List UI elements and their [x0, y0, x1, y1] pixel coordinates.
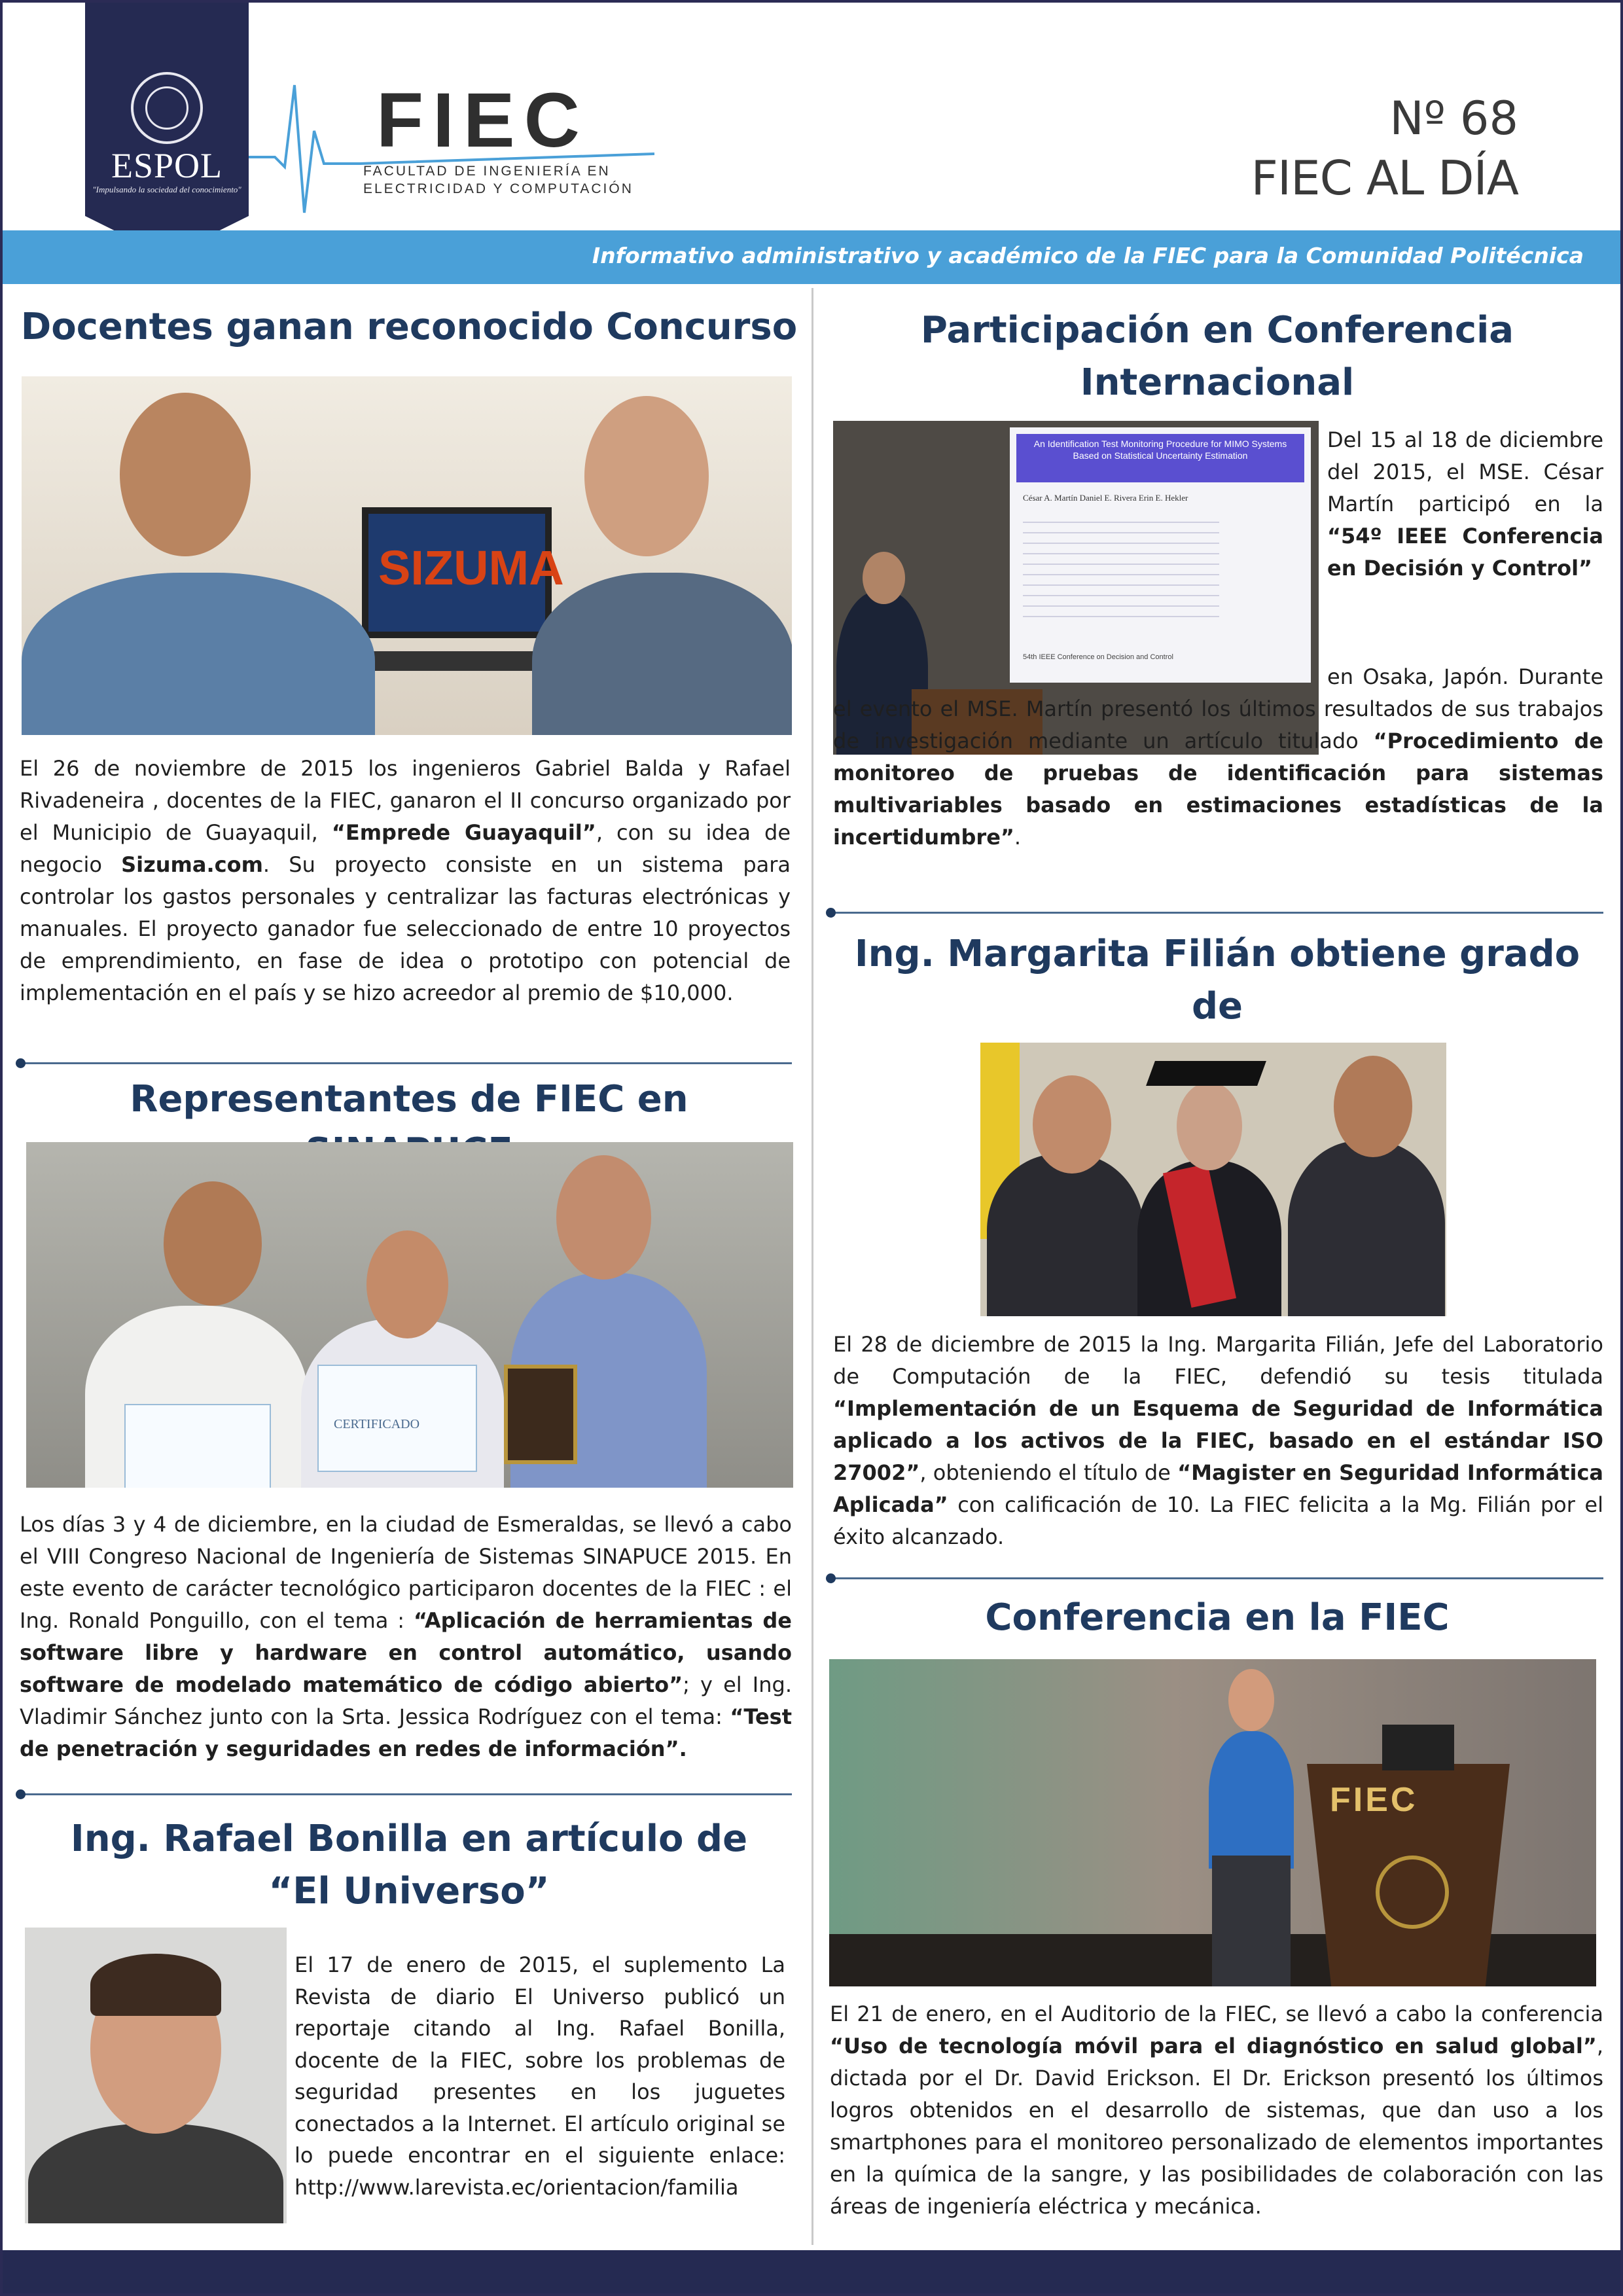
article-body-conferencia-fiec: El 21 de enero, en el Auditorio de la FIEC, se llevó a cabo la conferencia “Uso de tecnología móvil para el diagnóstico en salud global”, dictada por el Dr. David Erickson. El Dr. Erickson presentó los últimos logros obtenidos en el desarrollo de sistemas, que dan uso a los smartphones para el monitoreo personalizado de elementos importantes en la química de la sangre, y las posibilidades de colaboración con las áreas de ingeniería eléctrica y mecánica. — [830, 2001, 1603, 2219]
espol-slogan: "Impulsando la sociedad del conocimiento" — [92, 185, 241, 194]
separator — [830, 1577, 1603, 1579]
title-line-1: Ing. Margarita Filián obtiene grado de — [854, 933, 1580, 1028]
photo-fiec-conference — [829, 1659, 1596, 1986]
photo-sinapuce-participants — [26, 1142, 793, 1488]
photo-sizuma-winners — [22, 376, 792, 735]
article-body-bonilla: El 17 de enero de 2015, el suplemento La Revista de diario El Universo publicó un reportaje citando al Ing. Rafael Bonilla, docente de la FIEC, sobre los problemas de seguridad presentes en los juguetes conectados a la Internet. El artículo original se lo puede encontrar en el siguiente enlace: http://www.larevista.ec/orientacion/familia — [294, 1952, 785, 2200]
footer-bar — [0, 2250, 1623, 2296]
slide-footer: 54th IEEE Conference on Decision and Control — [1023, 653, 1173, 661]
article-body-sinapuce: Los días 3 y 4 de diciembre, en la ciudad de Esmeraldas, se llevó a cabo el VIII Congreso Nacional de Ingeniería de Sistemas SINAPUCE 2015. En este evento de carácter tecnológico participaron docentes de la FIEC : el Ing. Ronald Ponguillo, con el tema : “Aplicación de herramientas de software libre y hardware en control automático, usando software de modelado matemático de código abierto”; y el Ing. Vladimir Sánchez junto con la Srta. Jessica Rodríguez con el tema: “Test de penetración y seguridades en redes de información”. — [20, 1512, 793, 1761]
espol-seal-icon — [131, 72, 203, 144]
podium-logo-text: FIEC — [1330, 1781, 1418, 1819]
faculty-line-1: FACULTAD DE INGENIERÍA EN — [363, 164, 611, 179]
sizuma-screen-text: SIZUMA — [378, 541, 564, 595]
title-line-1: Participación en Conferencia — [920, 309, 1514, 351]
column-divider — [812, 288, 813, 2245]
article-title-bonilla — [20, 1813, 798, 1918]
article-title-conferencia-internacional — [828, 304, 1607, 409]
photo-rafael-bonilla — [25, 1928, 287, 2223]
separator — [20, 1062, 792, 1064]
title-line-2: “El Universo” — [268, 1870, 550, 1912]
article-title-concurso: Docentes ganan reconocido Concurso — [20, 306, 798, 348]
faculty-line-2: ELECTRICIDAD Y COMPUTACIÓN — [363, 181, 633, 196]
article-title-sinapuce: Representantes de FIEC en — [130, 1078, 688, 1121]
separator — [20, 1793, 792, 1795]
title-line-1: Ing. Rafael Bonilla en artículo de — [70, 1818, 748, 1860]
slide-authors: César A. Martín Daniel E. Rivera Erin E. Hekler — [1023, 493, 1188, 503]
issue-number: Nº 68 — [1389, 92, 1518, 145]
projected-slide — [1010, 427, 1311, 683]
slide-title: An Identification Test Monitoring Procedure for MIMO Systems Based on Statistical Uncertainty Estimation — [1016, 434, 1304, 482]
fiec-logo: FIEC — [376, 77, 589, 164]
faculty-name — [363, 162, 633, 198]
tagline: Informativo administrativo y académico de la FIEC para la Comunidad Politécnica — [592, 243, 1584, 268]
espol-wordmark: ESPOL — [111, 146, 223, 185]
photo-filian-graduation — [980, 1043, 1446, 1316]
article-title-conferencia-fiec: Conferencia en la FIEC — [985, 1596, 1450, 1639]
article-body-concurso: El 26 de noviembre de 2015 los ingenieros Gabriel Balda y Rafael Rivadeneira , docentes de la FIEC, ganaron el II concurso organizado por el Municipio de Guayaquil, “Emprede Guayaquil”, con su idea de negocio Sizuma.com. Su proyecto consiste en un sistema para controlar los gastos personales y centralizar las facturas electrónicas y manuales. El proyecto ganador fue seleccionado de entre 10 proyectos de emprendimiento, en fase de idea o prototipo con potencial de implementación en el país y se hizo acreedor al premio de $10,000. — [20, 756, 791, 1005]
article-body-conferencia-internacional-side: Del 15 al 18 de diciembre del 2015, el MSE. César Martín participó en la “54º IEEE Conferencia en Decisión y Control” — [1327, 427, 1603, 581]
certificate-text: CERTIFICADO — [334, 1417, 420, 1431]
issue-name: FIEC AL DÍA — [1251, 151, 1518, 206]
article-body-conferencia-internacional: en Osaka, Japón. Durante el evento el MSE. Martín presentó los últimos resultados de sus trabajos de investigación mediante un artículo titulado “Procedimiento de monitoreo de pruebas de identificación para sistemas multivariables basado en estimaciones estadísticas de la incertidumbre”. — [833, 664, 1604, 850]
article-body-filian: El 28 de diciembre de 2015 la Ing. Margarita Filián, Jefe del Laboratorio de Computación de la FIEC, defendió su tesis titulada “Implementación de un Esquema de Seguridad de Informática aplicado a los activos de la FIEC, basado en el estándar ISO 27002”, obteniendo el título de “Magister en Seguridad Informática Aplicada” con calificación de 10. La FIEC felicita a la Mg. Filián por el éxito alcanzado. — [833, 1332, 1604, 1549]
separator — [830, 912, 1603, 914]
title-line-2: Internacional — [1080, 361, 1355, 404]
